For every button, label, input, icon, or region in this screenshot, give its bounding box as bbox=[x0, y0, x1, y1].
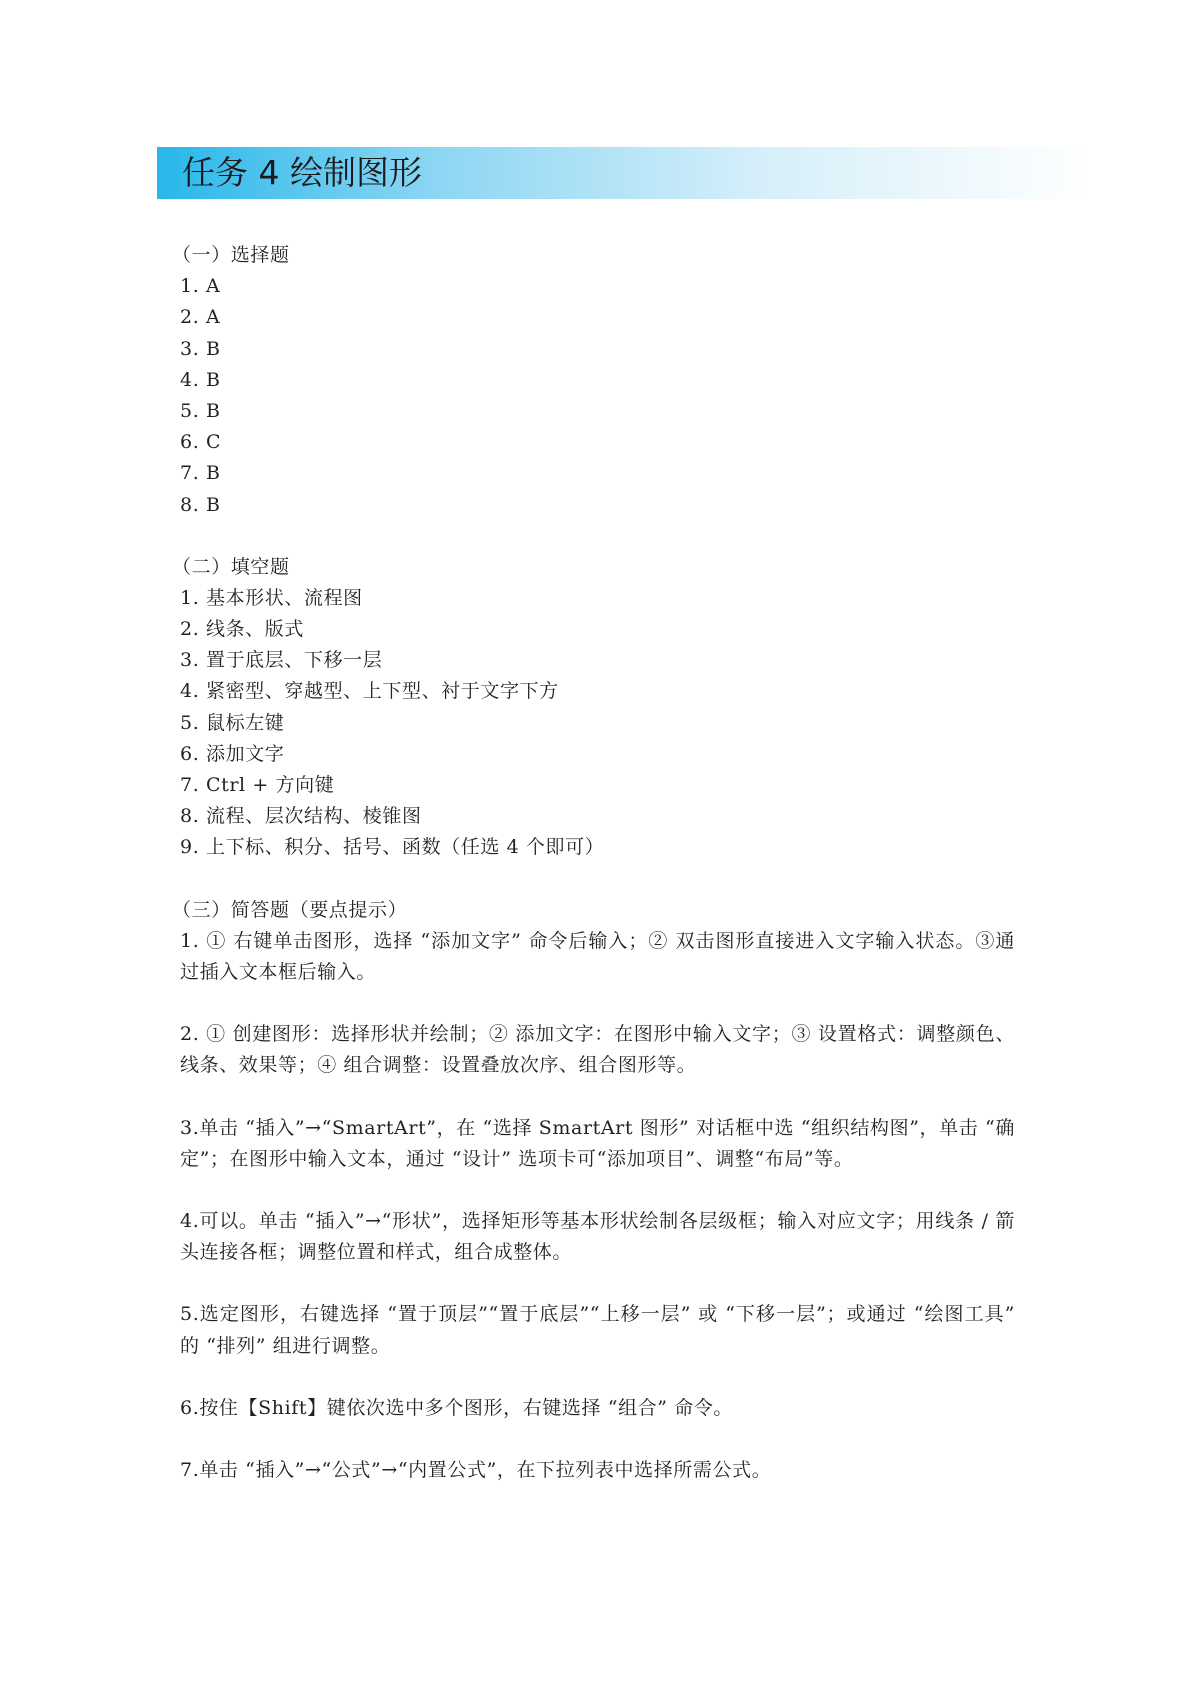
choice-answer-5: 5. B bbox=[180, 399, 221, 422]
short-answer-3: 3.单击 “插入”→“SmartArt”，在 “选择 SmartArt 图形” 对话框中选 “组织结构图”，单击 “确定”；在图形中输入文本，通过 “设计” 选项卡可“添加项目”、调整“布局”等。 bbox=[180, 1116, 1015, 1170]
choice-answer-3: 3. B bbox=[180, 337, 221, 360]
section-heading-short-answer: （三）简答题（要点提示） bbox=[172, 898, 408, 921]
short-answer-5: 5.选定图形，右键选择 “置于顶层”“置于底层”“上移一层” 或 “下移一层”；或通过 “绘图工具” 的 “排列” 组进行调整。 bbox=[180, 1303, 1015, 1357]
section-heading-choice: （一）选择题 bbox=[172, 244, 290, 266]
fill-answer-1: 1. 基本形状、流程图 bbox=[180, 586, 363, 609]
choice-answer-2: 2. A bbox=[180, 306, 221, 329]
page-title: 任务 4 绘制图形 bbox=[182, 153, 422, 192]
fill-answer-2: 2. 线条、版式 bbox=[180, 618, 304, 641]
short-answer-7: 7.单击 “插入”→“公式”→“内置公式”，在下拉列表中选择所需公式。 bbox=[180, 1458, 772, 1481]
choice-answer-1: 1. A bbox=[180, 275, 221, 298]
section-heading-fill-blank: （二）填空题 bbox=[172, 555, 290, 578]
short-answer-6: 6.按住【Shift】键依次选中多个图形，右键选择 “组合” 命令。 bbox=[180, 1396, 734, 1419]
title-banner bbox=[157, 147, 1092, 199]
short-answer-4: 4.可以。单击 “插入”→“形状”，选择矩形等基本形状绘制各层级框；输入对应文字；用线条 / 箭头连接各框；调整位置和样式，组合成整体。 bbox=[180, 1209, 1015, 1264]
choice-answer-8: 8. B bbox=[180, 493, 221, 516]
fill-answer-4: 4. 紧密型、穿越型、上下型、衬于文字下方 bbox=[180, 680, 559, 703]
section-spacer bbox=[180, 864, 1015, 895]
fill-answer-6: 6. 添加文字 bbox=[180, 742, 285, 765]
fill-answer-5: 5. 鼠标左键 bbox=[180, 711, 285, 734]
fill-answer-3: 3. 置于底层、下移一层 bbox=[180, 649, 383, 672]
choice-answer-6: 6. C bbox=[180, 431, 222, 454]
fill-answer-8: 8. 流程、层次结构、棱锥图 bbox=[180, 805, 422, 828]
fill-answer-7: 7. Ctrl + 方向键 bbox=[180, 774, 335, 796]
short-answer-1: 1. ① 右键单击图形，选择 “添加文字” 命令后输入；② 双击图形直接进入文字输入状态。③通过插入文本框后输入。 bbox=[180, 929, 1015, 983]
answer-content bbox=[172, 240, 1015, 1486]
choice-answer-4: 4. B bbox=[180, 368, 221, 391]
short-answer-2: 2. ① 创建图形：选择形状并绘制；② 添加文字：在图形中输入文字；③ 设置格式：调整颜色、线条、效果等；④ 组合调整：设置叠放次序、组合图形等。 bbox=[180, 1023, 1015, 1077]
fill-answer-9: 9. 上下标、积分、括号、函数（任选 4 个即可） bbox=[180, 836, 605, 859]
choice-answer-7: 7. B bbox=[180, 462, 221, 485]
section-spacer bbox=[180, 521, 1015, 552]
